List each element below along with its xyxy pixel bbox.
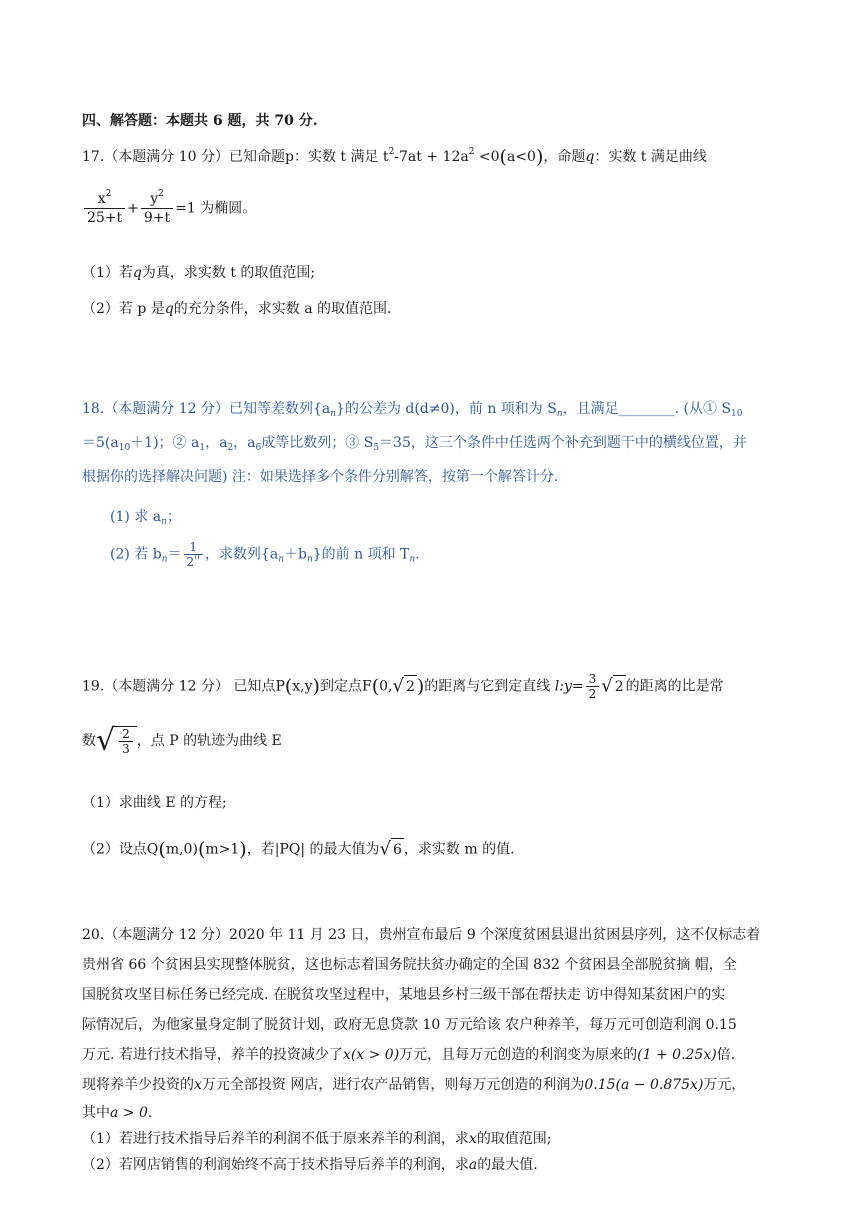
q18-stem-line1: 18.（本题满分 12 分）已知等差数列$\{a_n\}$的公差为 d(d≠0)，前 n 项和为 $S_n$，且满足________. (从① $S_{10}$ bbox=[82, 401, 743, 419]
sqrt-2-over-3: √ $\frac{2}{3}$ bbox=[96, 726, 137, 756]
sqrt-2b: √ 2 bbox=[601, 675, 624, 697]
q20-part1: （1）若进行技术指导后养羊的利润不低于原来养羊的利润，求x的取值范围; bbox=[82, 1131, 552, 1147]
q20-stem-line5: 万元. 若进行技术指导，养羊的投资减少了x(x > 0)万元，且每万元创造的利润变为原来的(1 + 0.25x)倍. bbox=[82, 1047, 736, 1063]
sqrt-2: √ 2 bbox=[392, 675, 415, 697]
q20-stem-line2: 贵州省 66 个贫困县实现整体脱贫，这也标志着国务院扶贫办确定的全国 832 个贫困县全部脱贫摘 帽，全 bbox=[82, 957, 737, 973]
q18-stem-line3: 根据你的选择解决问题) 注：如果选择多个条件分别解答，按第一个解答计分. bbox=[82, 469, 559, 485]
q20-part2: （2）若网店销售的利润始终不高于技术指导后养羊的利润，求a的最大值. bbox=[82, 1157, 538, 1173]
section-title: 四、解答题：本题共 6 题，共 70 分. bbox=[82, 113, 318, 129]
q20-stem-line1: 20.（本题满分 12 分）2020 年 11 月 23 日，贵州宣布最后 9 个深度贫困县退出贫困县序列，这不仅标志着 bbox=[82, 927, 761, 943]
q19-part1: （1）求曲线 E 的方程; bbox=[82, 795, 227, 811]
q17-part1: （1）若q为真，求实数 t 的取值范围; bbox=[82, 265, 316, 281]
q18-part2: (2) 若 $b_n=$ $\frac{1}{2^n}$ ，求数列$\{a_n+b_n\}$的前 n 项和 $T_n$. bbox=[110, 540, 420, 569]
q19-stem-line2: 数√ $\frac{2}{3}$ ，点 P 的轨迹为曲线 E bbox=[82, 723, 282, 758]
q19-stem-line1: 19.（本题满分 12 分） 已知点P(x,y)到定点F(0,√ 2 )的距离与它到定直线 l:y= $\frac{3}{2}$ √ 2 的距离的比是常 bbox=[82, 672, 724, 701]
q18-stem-line2: $=5(a_{10}+1)$；② $a_1$，$a_2$，$a_6$成等比数列；③ $S_5=35$，这三个条件中任选两个补充到题干中的横线位置，并 bbox=[82, 435, 747, 453]
fraction-y2: $\frac{y^2}{9+t}$ bbox=[141, 190, 173, 227]
q20-stem-line6: 现将养羊少投资的x万元全部投资 网店，进行农产品销售，则每万元创造的利润为0.15(a − 0.875x)万元， bbox=[82, 1077, 746, 1093]
q17-part2: （2）若 p 是q的充分条件，求实数 a 的取值范围. bbox=[82, 301, 392, 317]
q18-part1: (1) 求 $a_n$； bbox=[110, 509, 181, 527]
sqrt-6: √ 6 bbox=[379, 838, 402, 860]
q20-stem-line4: 际情况后，为他家量身定制了脱贫计划，政府无息贷款 10 万元给该 农户种养羊，每万元可创造利润 0.15 bbox=[82, 1017, 737, 1033]
fraction-x2: $\frac{x^2}{25+t}$ bbox=[84, 190, 125, 227]
fraction-3-over-2: $\frac{3}{2}$ bbox=[586, 672, 600, 701]
q20-stem-line7: 其中a > 0. bbox=[82, 1105, 153, 1121]
q19-part2: （2）设点Q(m,0)(m>1)，若|PQ| 的最大值为√ 6 ，求实数 m 的值. bbox=[82, 838, 515, 861]
q20-stem-line3: 国脱贫攻坚目标任务已经完成. 在脱贫攻坚过程中，某地县乡村三级干部在帮扶走 访中得知某贫困户的实 bbox=[82, 987, 726, 1003]
q17-stem-line2: $\frac{x^2}{25+t}$ + $\frac{y^2}{9+t}$ =1 为椭圆。 bbox=[82, 190, 782, 227]
q17-stem-line1: 17.（本题满分 10 分）已知命题p：实数 t 满足 $t^2-7at + 12a^2 <0(a<0)$，命题q：实数 t 满足曲线 bbox=[82, 146, 707, 168]
fraction-1-over-2n: $\frac{1}{2^n}$ bbox=[184, 540, 203, 569]
